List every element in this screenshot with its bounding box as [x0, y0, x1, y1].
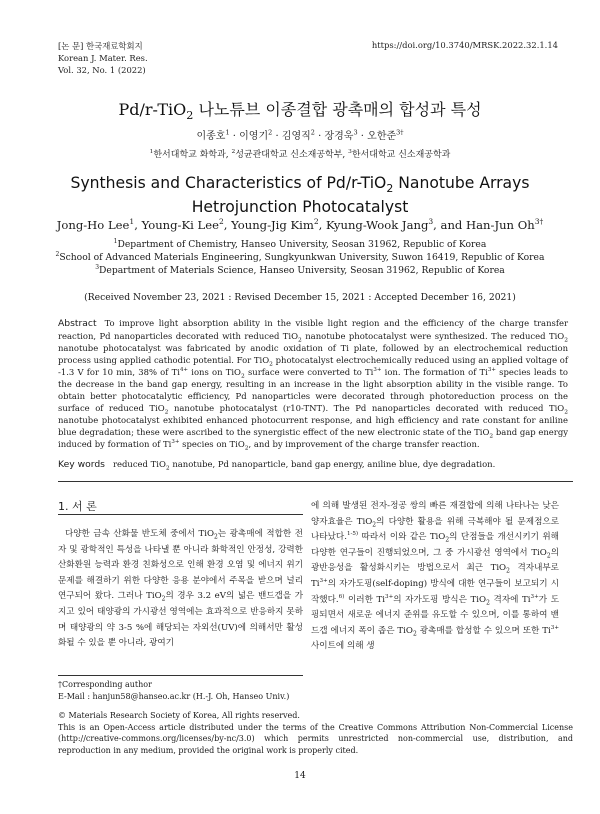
footnote-divider — [58, 675, 303, 676]
body-column-left: 다양한 금속 산화물 반도체 중에서 TiO$_2$는 광촉매에 적합한 전자 및 광학적인 특성을 나타낼 뿐 아니라 화학적인 안정성, 강력한 산화환원 능력과 환경 친화성으로 인해 환경 오염 및 에너지 위기 문제를 해결하기 위한 다양한 응용 분야에서 주목을 받으며 널리 연구되어 왔다. 그러나 TiO$_2$의 경우 3.2 eV의 넓은 밴드갭을 가지고 있어 태양광의 가시광선 영역에는 효과적으로 반응하지 못하며 태양광의 약 3-5 %에 해당되는 자외선(UV)에 의해서만 활성화될 수 있을 뿐 아니라, 광여기 — [58, 529, 304, 649]
section-heading-underline — [58, 514, 303, 515]
abstract-label: Abstract — [58, 318, 97, 329]
author-ko: 이영기 — [239, 131, 269, 142]
corresponding-author: †Corresponding author — [58, 680, 152, 689]
author-ko: 오한준 — [367, 131, 397, 142]
affiliations-english: $^1$Department of Chemistry, Hanseo University, Seosan 31962, Republic of Korea $^2$School of Advanced Materials Engineering, Sungkyunkwan University, Suwon 16419, Republic of Korea $^3$Department of Materials Science, Hanseo University, Seosan 31962, Republic of Korea — [55, 237, 545, 276]
page-number: 14 — [294, 771, 306, 781]
journal-name-ko: [논 문] 한국재료학회지 — [58, 41, 143, 51]
journal-volume: Vol. 32, No. 1 (2022) — [58, 65, 146, 75]
author-ko: 이종호 — [196, 131, 226, 142]
section-heading: 1. 서 론 — [58, 500, 97, 513]
authors-english: Jong-Ho Lee$^1$, Young-Ki Lee$^2$, Young-Jig Kim$^2$, Kyung-Wook Jang$^3$, and Han-Jun $Oh^{3\dagger}$ — [56, 217, 544, 232]
keywords: Key words reduced TiO$_2$ nanotube, Pd nanoparticle, band gap energy, aniline blue, dye degradation. — [58, 459, 496, 472]
journal-citation — [58, 40, 148, 76]
abstract: Abstract To improve light absorption ability in the visible light region and the efficiency of the charge transfer reaction, Pd nanoparticles decorated with reduced TiO$_2$ nanotube photocatalyst were synthesized. The reduced TiO$_2$ nanotube photocatalyst was fabricated by anodic oxidation of Ti plate, followed by an electrochemical reduction process using applied cathodic potential. For TiO$_2$ photocatalyst electrochemically reduced using an applied voltage of -1.3 V for 10 min, 38% of $Ti^{4+}$ ions on TiO$_2$ surface were converted to $Ti^{3+}$ ion. The formation of $Ti^{3+}$ species leads to the decrease in the band gap energy, resulting in an increase in the light absorption ability in the visible range. To obtain better photocatalytic efficiency, Pd nanoparticles were decorated through photoreduction process on the surface of reduced TiO$_2$ nanotube photocatalyst (r10-TNT). The Pd nanoparticles decorated with reduced TiO$_2$ nanotube photocatalyst exhibited enhanced photocurrent response, and high efficiency and rate constant for aniline blue degradation; these were ascribed to the synergistic effect of the new electronic state of the TiO$_2$ band gap energy induced by formation of $Ti^{3+}$ species on TiO$_2$, and by improvement of the charge transfer reaction. — [58, 318, 568, 452]
title-english: Synthesis and Characteristics of Pd/r-TiO$_2$ Nanotube Arrays Hetrojunction Photocatalyst — [70, 174, 530, 216]
footnote — [58, 679, 573, 702]
license-text: This is an Open-Access article distributed under the terms of the Creative Commons Attribution Non-Commercial License (http://creative-commons.org/licenses/by-nc/3.0) which permits unrestricted non-commercial use, distribution, and reproduction in any medium, provided the original work is properly cited. — [58, 722, 573, 755]
title-korean: Pd/r-TiO$_2$ 나노튜브 이종결합 광촉매의 합성과 특성 — [118, 100, 482, 123]
copyright-line: © Materials Research Society of Korea, All rights reserved. — [58, 711, 300, 720]
author-ko: 김영직 — [281, 131, 311, 142]
author-email: E-Mail : hanjun58@hanseo.ac.kr (H.-J. Oh, Hanseo Univ.) — [58, 691, 290, 701]
doi-link[interactable]: https://doi.org/10.3740/MRSK.2022.32.1.14 — [371, 40, 558, 50]
body-column-right: 에 의해 발생된 전자-정공 쌍의 빠른 재결합에 의해 나타나는 낮은 양자효율은 TiO$_2$의 다양한 활용을 위해 극복해야 될 문제점으로 나타났다.$^{1-5)}$ 따라서 이와 같은 TiO$_2$의 단점들을 개선시키기 위해 다양한 연구들이 진행되었으며, 그 중 가시광선 영역에서 TiO$_2$의 광반응성을 활성화시키는 방법으로서 최근 TiO$_2$ 격자내부로 $Ti^{3+}$의 자가도핑(self-doping) 방식에 대한 연구들이 보고되기 시작했다.$^{6)}$ 이러한 $Ti^{3+}$의 자가도핑 방식은 TiO$_2$ 격자에 $Ti^{3+}$가 도핑되면서 새로운 에너지 준위를 유도할 수 있으며, 이를 통하여 밴드갭 에너지 폭이 좁은 TiO$_2$ 광촉매를 합성할 수 있으며 또한 $Ti^{3+}$ 사이트에 의해 생 — [311, 501, 560, 652]
received-dates: (Received November 23, 2021 : Revised December 15, 2021 : Accepted December 16, 2021) — [84, 292, 516, 303]
section-divider — [58, 481, 573, 482]
author-ko: 장경욱 — [324, 131, 354, 142]
license-notice — [58, 710, 573, 756]
journal-name-en: Korean J. Mater. Res. — [58, 53, 148, 63]
keywords-label: Key words — [58, 459, 105, 470]
authors-korean: 이종호$^1$ · 이영기$^2$ · 김영직$^2$ · 장경욱$^3$ · 오한준$^{3\dagger}$ — [196, 128, 404, 142]
affiliations-korean: $^1$한서대학교 화학과, $^2$성균관대학교 신소재공학부, $^3$한서대학교 신소재공학과 — [149, 149, 451, 160]
